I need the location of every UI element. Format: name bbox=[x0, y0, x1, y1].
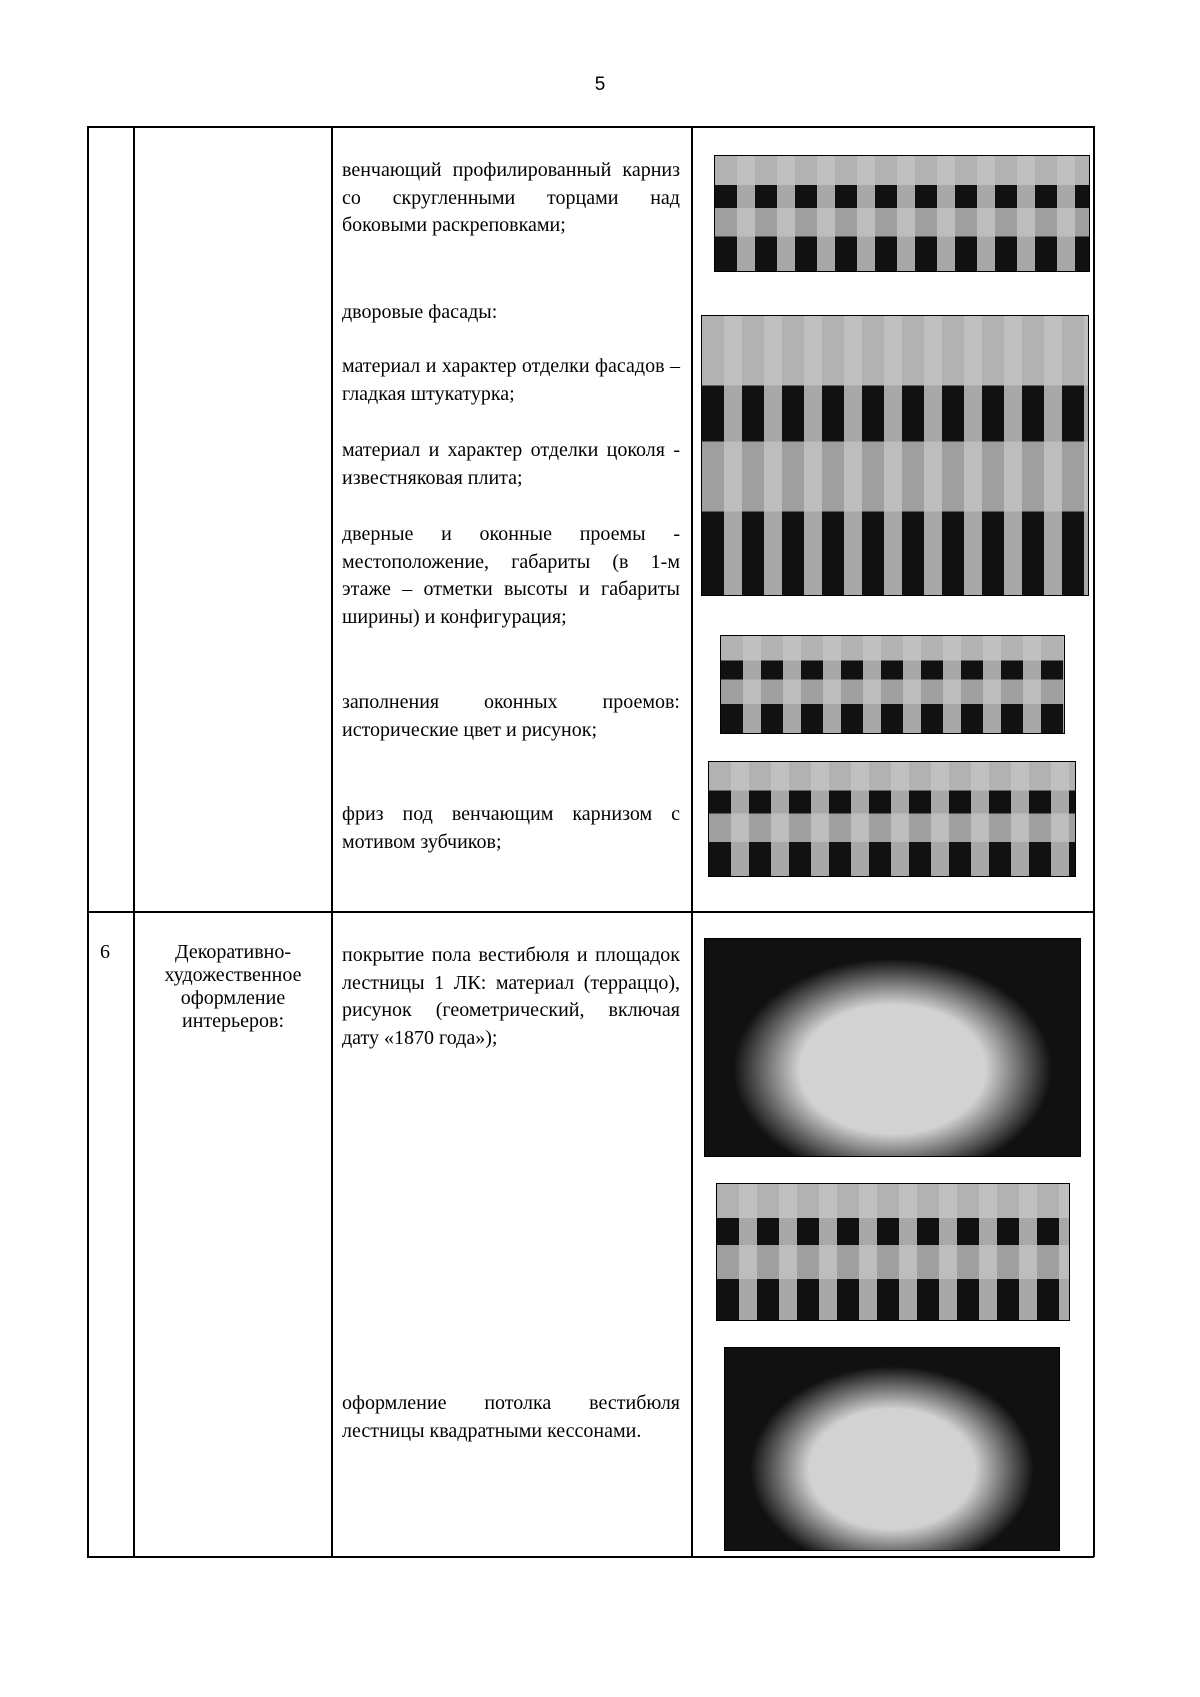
feature-text: покрытие пола вестибюля и площадок лестницы 1 ЛК: материал (терраццо), рисунок (геометрический, включая дату «1870 года»); bbox=[342, 944, 680, 1049]
terrazzo-floor-photo bbox=[704, 938, 1081, 1157]
page-number: 5 bbox=[594, 74, 606, 95]
col-line bbox=[133, 126, 135, 1557]
feature-text: материал и характер отделки цоколя - известняковая плита; bbox=[342, 439, 680, 489]
col-line bbox=[691, 126, 693, 1557]
frieze-photo bbox=[708, 761, 1076, 877]
ceiling-coffers-photo bbox=[724, 1347, 1060, 1551]
feature-text: венчающий профилированный карниз со скругленными торцами над боковыми раскреповками; bbox=[342, 159, 680, 236]
cornice-photo bbox=[714, 155, 1090, 272]
col-line bbox=[1093, 126, 1095, 1557]
feature-text: дворовые фасады: bbox=[342, 301, 498, 323]
table-border-top bbox=[87, 126, 1094, 128]
row-divider bbox=[87, 911, 1094, 913]
row-category: Декоративно-художественное оформление интерьеров: bbox=[164, 941, 302, 1032]
row-number: 6 bbox=[100, 941, 110, 963]
col-line bbox=[87, 126, 89, 1557]
courtyard-facade-photo bbox=[701, 315, 1089, 596]
col-line bbox=[331, 126, 333, 1557]
plinth-photo bbox=[720, 635, 1065, 734]
feature-text: заполнения оконных проемов: исторические цвет и рисунок; bbox=[342, 691, 680, 741]
floor-date-photo bbox=[716, 1183, 1070, 1321]
feature-text: материал и характер отделки фасадов – гладкая штукатурка; bbox=[342, 355, 680, 405]
feature-text: оформление потолка вестибюля лестницы квадратными кессонами. bbox=[342, 1392, 680, 1442]
feature-text: фриз под венчающим карнизом с мотивом зубчиков; bbox=[342, 803, 680, 853]
feature-text: дверные и оконные проемы - местоположение, габариты (в 1-м этаже – отметки высоты и габариты ширины) и конфигурация; bbox=[342, 523, 680, 628]
table-border-bottom bbox=[87, 1556, 1094, 1558]
